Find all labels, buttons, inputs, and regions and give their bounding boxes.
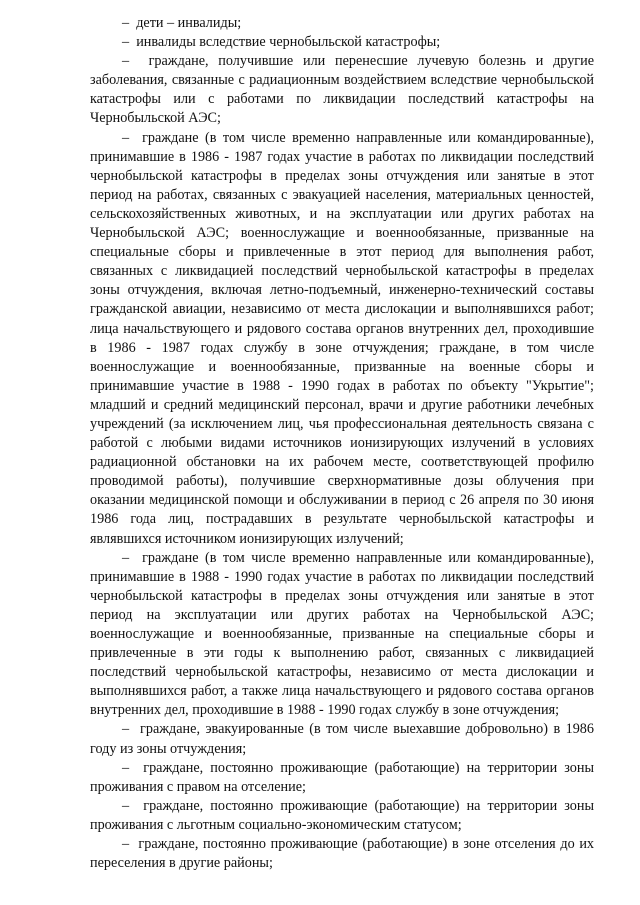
list-item-text: граждане, эвакуированные (в том числе выехавшие добровольно) в 1986 году из зоны отчуждения;	[90, 721, 594, 757]
list-item	[90, 14, 594, 33]
list-item-text: граждане (в том числе временно направленные или командированные), принимавшие в 1988 - 1990 годах участие в работах по ликвидации последствий чернобыльской катастрофы в пределах зоны отчуждения или занятые в этот период на эксплуатации или других работах на Чернобыльской АЭС; военнослужащие и военнообязанные, призванные на специальные сборы и привлеченные в эти годы к выполнению работ, связанных с ликвидацией последствий чернобыльской катастрофы, независимо от места дислокации и выполнявшихся работ, а также лица начальствующего и рядового состава органов внутренних дел, проходившие в 1988 - 1990 годах службу в зоне отчуждения;	[90, 549, 594, 719]
list-item	[90, 720, 594, 758]
dash-marker: –	[122, 549, 130, 566]
list-item-text: граждане, постоянно проживающие (работающие) на территории зоны проживания с правом на отселение;	[90, 759, 595, 795]
list-item	[90, 129, 594, 549]
list-item	[90, 797, 594, 835]
dash-marker: –	[122, 15, 130, 31]
dash-marker: –	[122, 836, 130, 853]
dash-marker: –	[122, 797, 130, 814]
dash-marker: –	[122, 34, 130, 51]
list-item	[90, 835, 594, 873]
dash-marker: –	[122, 129, 130, 146]
list-item-text: дети – инвалиды;	[136, 15, 242, 31]
list-item	[90, 759, 594, 797]
list-item	[90, 52, 594, 128]
document-page	[90, 14, 594, 873]
list-item	[90, 33, 594, 52]
list-item-text: инвалиды вследствие чернобыльской катастрофы;	[136, 34, 441, 51]
list-item-text: граждане, получившие или перенесшие лучевую болезнь и другие заболевания, связанные с радиационным воздействием вследствие чернобыльской катастрофы или с работами по ликвидации последствий катастрофы на Чернобыльской АЭС;	[90, 53, 594, 127]
list-item	[90, 549, 594, 721]
dash-marker: –	[122, 53, 130, 70]
list-item-text: граждане, постоянно проживающие (работающие) в зоне отселения до их переселения в другие районы;	[90, 836, 595, 872]
list-item-text: граждане, постоянно проживающие (работающие) на территории зоны проживания с льготным социально-экономическим статусом;	[90, 797, 595, 833]
list-item-text: граждане (в том числе временно направленные или командированные), принимавшие в 1986 - 1987 годах участие в работах по ликвидации последствий чернобыльской катастрофы в пределах зоны отчуждения или занятые в этот период на работах, связанных с эвакуацией населения, материальных ценностей, сельскохозяйственных животных, и на эксплуатации или других работах на Чернобыльской АЭС; военнослужащие и военнообязанные, призванные на специальные сборы и привлеченные в этот период для выполнения работ, связанных с ликвидацией последствий чернобыльской катастрофы в пределах зоны отчуждения, включая летно-подъемный, инженерно-технический составы гражданской авиации, независимо от места дислокации и выполнявшихся работ; лица начальствующего и рядового состава органов внутренних дел, проходившие в 1986 - 1987 годах службу в зоне отчуждения; граждане, в том числе военнослужащие и военнообязанные, призванные на военные сборы и принимавшие участие в 1988 - 1990 годах в работах по объекту "Укрытие"; младший и средний медицинский персонал, врачи и другие работники лечебных учреждений (за исключением лиц, чья профессиональная деятельность связана с работой с любыми видами источников ионизирующих излучений в условиях радиационной обстановки на их рабочем месте, соответствующей профилю проводимой работы), получившие сверхнормативные дозы облучения при оказании медицинской помощи и обслуживании в период с 26 апреля по 30 июня 1986 года лиц, пострадавших в результате чернобыльской катастрофы и являвшихся источником ионизирующих излучений;	[90, 129, 594, 547]
dash-marker: –	[122, 721, 130, 738]
dash-marker: –	[122, 759, 130, 776]
